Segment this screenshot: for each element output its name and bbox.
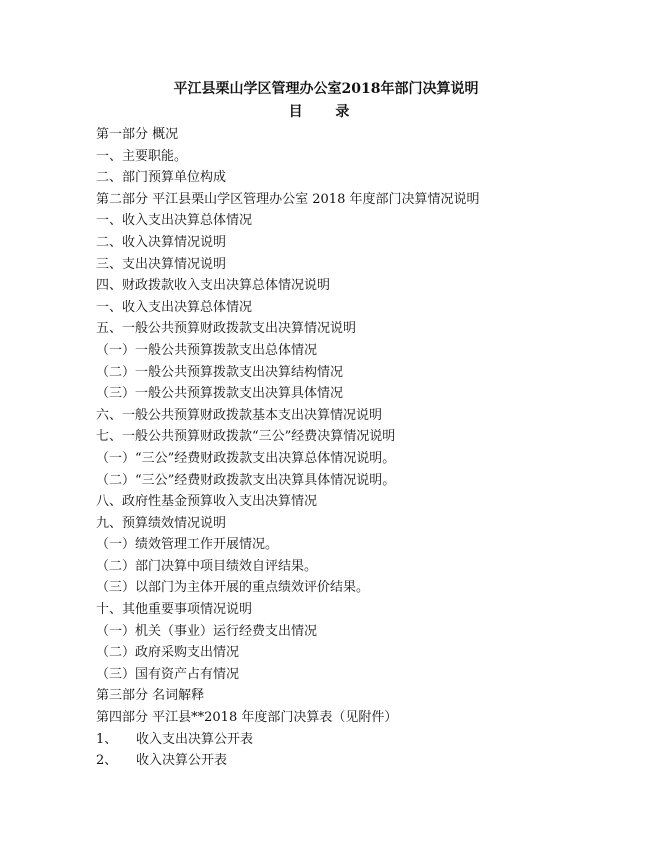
attachment-item [96, 729, 479, 751]
toc-item: 第三部分 名词解释 [96, 688, 205, 704]
toc-item: 一、收入支出决算总体情况 [96, 299, 253, 315]
toc-heading: 目 录 [288, 104, 364, 120]
toc-item: 七、一般公共预算财政拨款“三公”经费决算情况说明 [96, 429, 396, 445]
toc-item: 三、支出决算情况说明 [96, 256, 227, 272]
document-title: 平江县栗山学区管理办公室2018年部门决算说明 [173, 81, 479, 97]
toc-item: （二）部门决算中项目绩效自评结果。 [96, 558, 318, 574]
attachment-label: 收入决算公开表 [136, 753, 228, 769]
toc-item: （二）“三公”经费财政拨款支出决算具体情况说明。 [96, 472, 396, 488]
table-of-contents [96, 124, 479, 772]
toc-item: 四、财政拨款收入支出决算总体情况说明 [96, 278, 331, 294]
toc-item: （一）“三公”经费财政拨款支出决算总体情况说明。 [96, 450, 396, 466]
toc-item: （三）国有资产占有情况 [96, 666, 240, 682]
toc-item: 五、一般公共预算财政拨款支出决算情况说明 [96, 321, 357, 337]
toc-item: （三）一般公共预算拨款支出决算具体情况 [96, 386, 344, 402]
toc-item: 一、主要职能。 [96, 148, 188, 164]
toc-item: 二、收入决算情况说明 [96, 234, 227, 250]
toc-item: （一）机关（事业）运行经费支出情况 [96, 623, 318, 639]
toc-item: 六、一般公共预算财政拨款基本支出决算情况说明 [96, 407, 383, 423]
toc-item: （二）政府采购支出情况 [96, 645, 240, 661]
toc-item: （一）绩效管理工作开展情况。 [96, 537, 279, 553]
toc-item: 八、政府性基金预算收入支出决算情况 [96, 494, 318, 510]
toc-item: 十、其他重要事项情况说明 [96, 602, 253, 618]
toc-item: 第四部分 平江县**2018 年度部门决算表（见附件） [96, 710, 398, 726]
toc-item: 第二部分 平江县栗山学区管理办公室 2018 年度部门决算情况说明 [96, 191, 480, 207]
attachment-item [96, 750, 479, 772]
toc-item: 第一部分 概况 [96, 127, 179, 142]
toc-item: 二、部门预算单位构成 [96, 170, 227, 186]
attachment-number: 1、 [96, 731, 118, 747]
toc-item: 一、收入支出决算总体情况 [96, 213, 253, 229]
toc-item: （二）一般公共预算拨款支出决算结构情况 [96, 364, 344, 380]
toc-item: 九、预算绩效情况说明 [96, 515, 227, 531]
toc-item: （一）一般公共预算拨款支出总体情况 [96, 342, 318, 358]
attachment-label: 收入支出决算公开表 [136, 731, 254, 747]
attachment-number: 2、 [96, 753, 118, 769]
toc-item: （三）以部门为主体开展的重点绩效评价结果。 [96, 580, 370, 596]
